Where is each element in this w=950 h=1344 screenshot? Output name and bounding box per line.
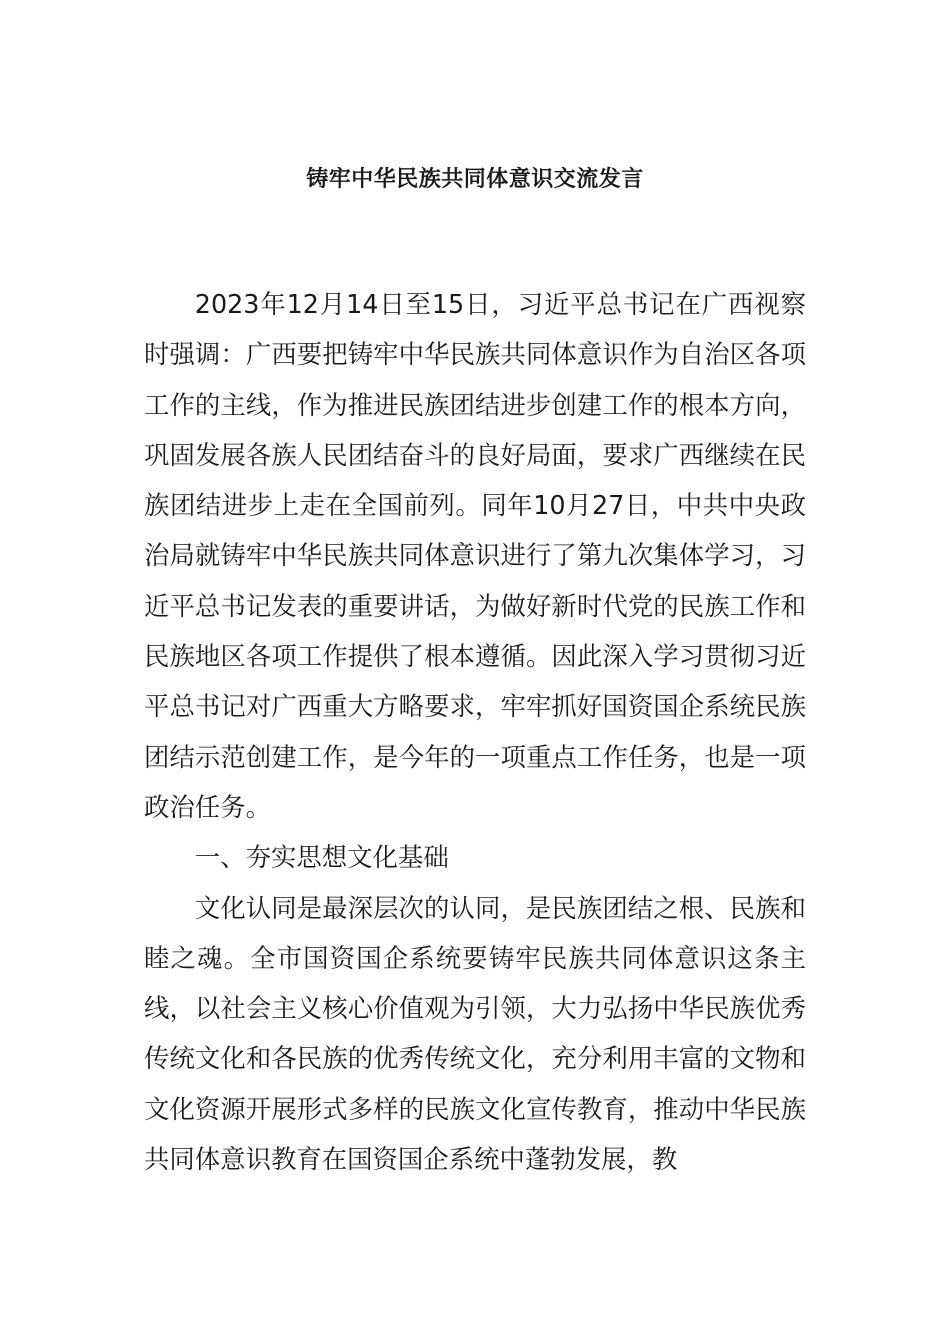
intro-paragraph: 2023年12月14日至15日，习近平总书记在广西视察时强调：广西要把铸牢中华民族共同体意识作为自治区各项工作的主线，作为推进民族团结进步创建工作的根本方向，巩固发展各族人民团结奋斗的良好局面，要求广西继续在民族团结进步上走在全国前列。同年10月27日，中共中央政治局就铸牢中华民族共同体意识进行了第九次集体学习，习近平总书记发表的重要讲话，为做好新时代党的民族工作和民族地区各项工作提供了根本遵循。因此深入学习贯彻习近平总书记对广西重大方略要求，牢牢抓好国资国企系统民族团结示范创建工作，是今年的一项重点工作任务，也是一项政治任务。	[144, 289, 806, 822]
document-title: 铸牢中华民族共同体意识交流发言	[306, 167, 644, 192]
section-paragraph: 文化认同是最深层次的认同，是民族团结之根、民族和睦之魂。全市国资国企系统要铸牢民族共同体意识这条主线，以社会主义核心价值观为引领，大力弘扬中华民族优秀传统文化和各民族的优秀传统文化，充分利用丰富的文物和文化资源开展形式多样的民族文化宣传教育，推动中华民族共同体意识教育在国资国企系统中蓬勃发展，教	[144, 892, 806, 1175]
document-body	[144, 279, 806, 1184]
section-heading: 一、夯实思想文化基础	[194, 842, 449, 873]
